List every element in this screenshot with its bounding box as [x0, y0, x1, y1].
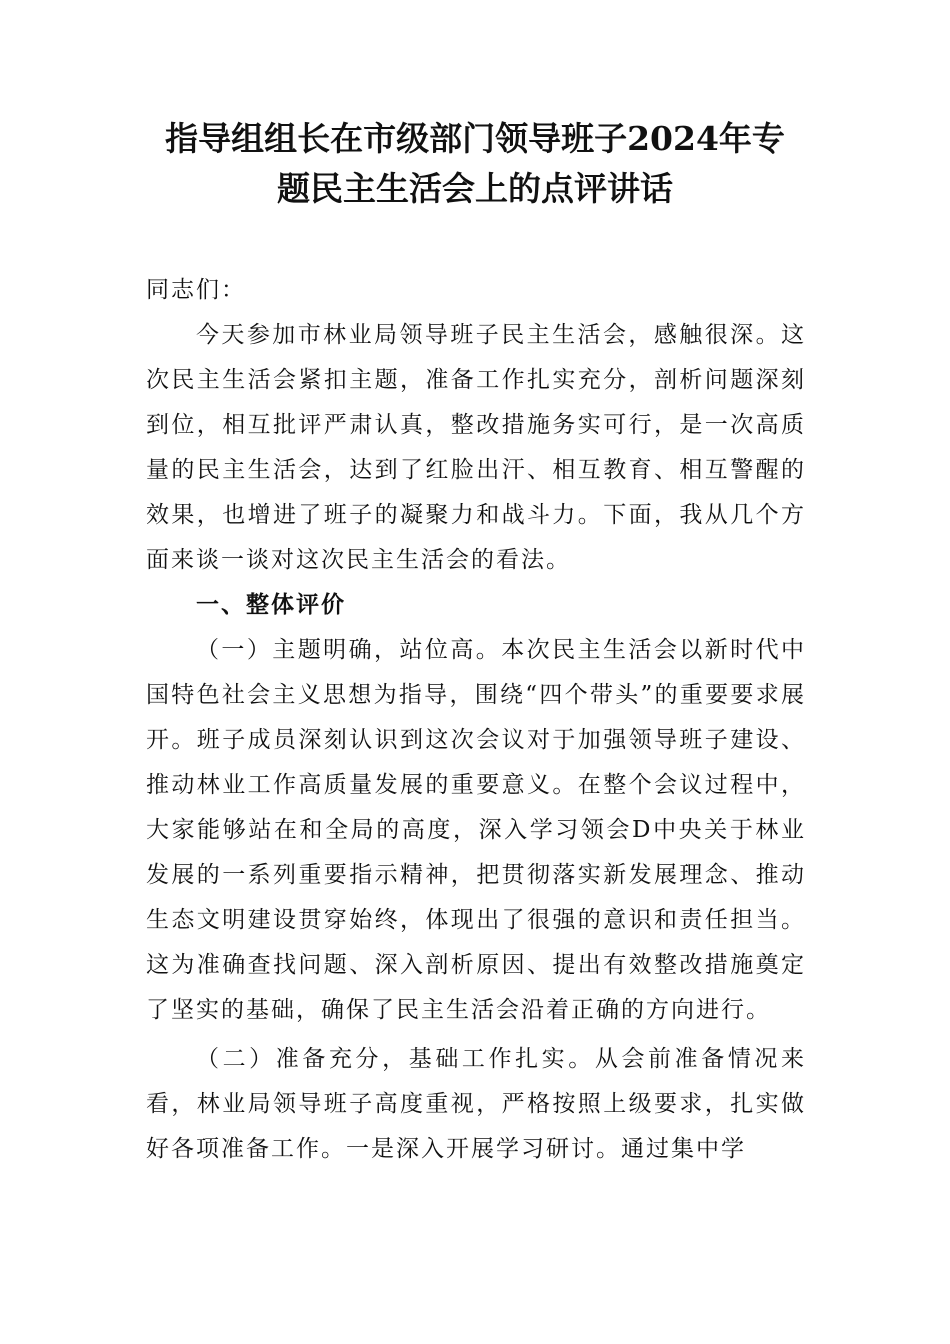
intro-paragraph: 今天参加市林业局领导班子民主生活会，感触很深。这次民主生活会紧扣主题，准备工作扎实充分，剖析问题深刻到位，相互批评严肃认真，整改措施务实可行，是一次高质量的民主生活会，达到了红脸出汗、相互教育、相互警醒的效果，也增进了班子的凝聚力和战斗力。下面，我从几个方面来谈一谈对这次民主生活会的看法。 [146, 322, 806, 573]
document-body [146, 268, 806, 1172]
document-title [140, 114, 810, 214]
paragraph-item-1: （一）主题明确，站位高。本次民主生活会以新时代中国特色社会主义思想为指导，围绕“四个带头”的重要要求展开。班子成员深刻认识到这次会议对于加强领导班子建设、推动林业工作高质量发展的重要意义。在整个会议过程中，大家能够站在和全局的高度，深入学习领会D中央关于林业发展的一系列重要指示精神，把贯彻落实新发展理念、推动生态文明建设贯穿始终，体现出了很强的意识和责任担当。这为准确查找问题、深入剖析原因、提出有效整改措施奠定了坚实的基础，确保了民主生活会沿着正确的方向进行。 [146, 637, 806, 1023]
salutation: 同志们： [146, 277, 246, 303]
title-line-1: 指导组组长在市级部门领导班子2024年专 [165, 119, 785, 158]
title-line-2: 题民主生活会上的点评讲话 [277, 169, 673, 208]
paragraph-item-2: （二）准备充分，基础工作扎实。从会前准备情况来看，林业局领导班子高度重视，严格按照上级要求，扎实做好各项准备工作。一是深入开展学习研讨。通过集中学 [146, 1046, 806, 1162]
section-heading-overall-evaluation: 一、整体评价 [196, 592, 346, 618]
